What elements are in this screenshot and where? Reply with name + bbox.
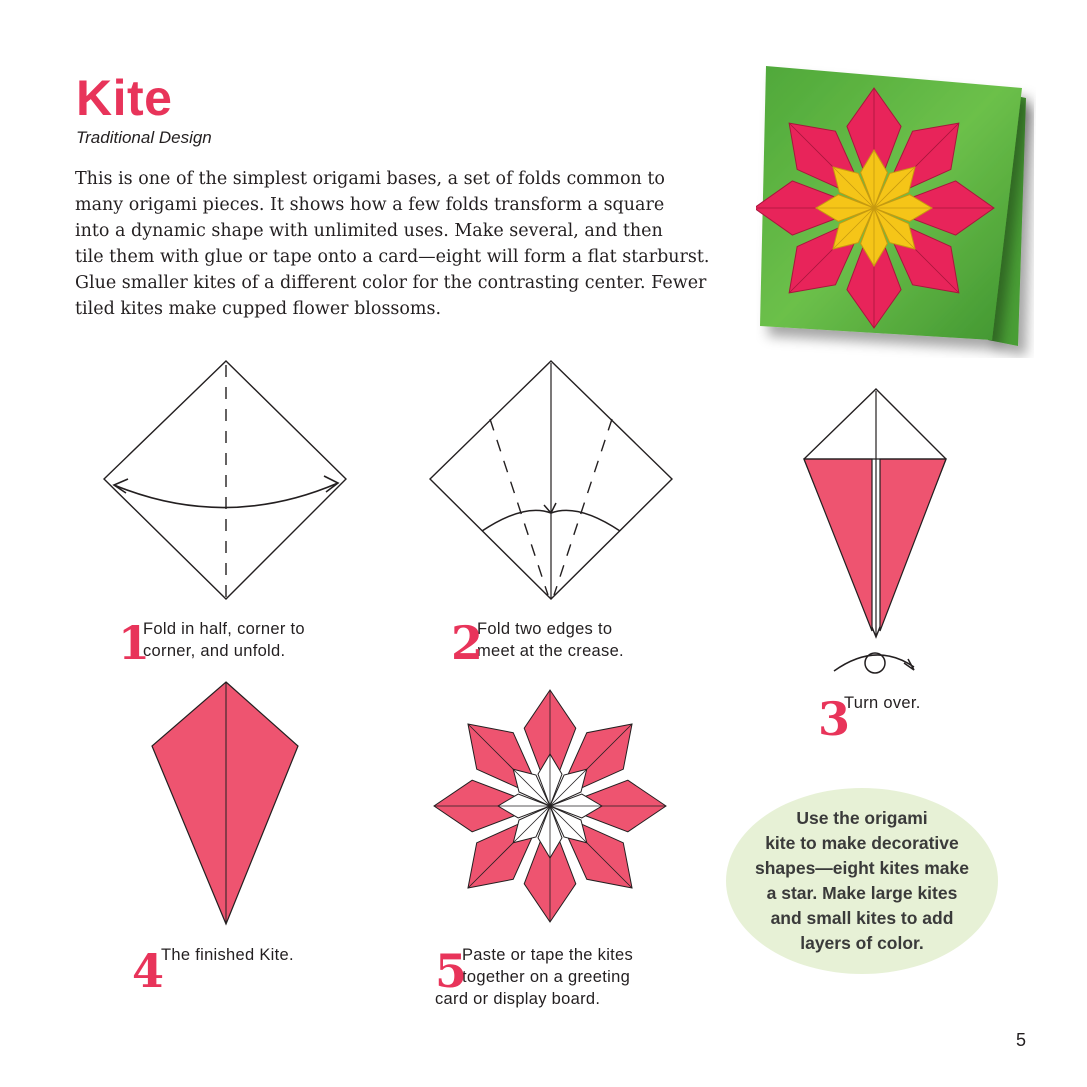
tip-bubble bbox=[726, 788, 998, 974]
tip-line: and small kites to add bbox=[770, 908, 954, 928]
tip-text bbox=[755, 806, 969, 956]
step-4-diagram bbox=[146, 676, 306, 931]
step-text: together on a greeting bbox=[462, 968, 631, 986]
step-number: 5 bbox=[435, 944, 468, 998]
intro-line: tile them with glue or tape onto a card—eight will form a flat starburst. bbox=[75, 247, 710, 267]
step-3-diagram bbox=[796, 383, 956, 683]
origami-flower-card-photo bbox=[756, 58, 1036, 358]
tip-line: kite to make decorative bbox=[765, 833, 959, 853]
step-4 bbox=[132, 944, 294, 998]
step-text: Paste or tape the kites bbox=[462, 946, 634, 964]
step-text: Fold two edges to bbox=[477, 620, 613, 638]
intro-line: tiled kites make cupped flower blossoms. bbox=[75, 299, 442, 319]
intro-paragraph bbox=[75, 166, 755, 322]
step-number: 2 bbox=[451, 616, 484, 670]
tip-line: layers of color. bbox=[800, 933, 924, 953]
page-subtitle: Traditional Design bbox=[76, 128, 212, 147]
step-1-diagram bbox=[98, 355, 358, 610]
tip-line: Use the origami bbox=[796, 808, 928, 828]
step-text: Turn over. bbox=[844, 694, 921, 712]
step-5 bbox=[435, 944, 633, 1010]
step-1 bbox=[118, 616, 305, 670]
turn-over-icon bbox=[834, 653, 914, 673]
step-text: meet at the crease. bbox=[477, 642, 624, 660]
step-2 bbox=[451, 616, 624, 670]
intro-line: Glue smaller kites of a different color for the contrasting center. Fewer bbox=[75, 273, 707, 293]
step-text: corner, and unfold. bbox=[143, 642, 286, 660]
intro-line: This is one of the simplest origami bases, a set of folds common to bbox=[75, 169, 665, 189]
tip-line: a star. Make large kites bbox=[766, 883, 958, 903]
page-title: Kite bbox=[76, 70, 173, 126]
step-text: card or display board. bbox=[435, 990, 601, 1008]
step-2-diagram bbox=[424, 355, 679, 610]
step-number: 1 bbox=[118, 616, 151, 670]
page-number: 5 bbox=[1016, 1030, 1027, 1050]
step-3 bbox=[818, 692, 921, 746]
step-text: The finished Kite. bbox=[161, 946, 294, 964]
tip-line: shapes—eight kites make bbox=[755, 858, 969, 878]
step-number: 3 bbox=[818, 692, 851, 746]
intro-line: into a dynamic shape with unlimited uses. Make several, and then bbox=[75, 221, 663, 241]
intro-line: many origami pieces. It shows how a few folds transform a square bbox=[75, 195, 665, 215]
step-text: Fold in half, corner to bbox=[143, 620, 305, 638]
step-5-diagram bbox=[430, 686, 670, 926]
step-number: 4 bbox=[132, 944, 165, 998]
